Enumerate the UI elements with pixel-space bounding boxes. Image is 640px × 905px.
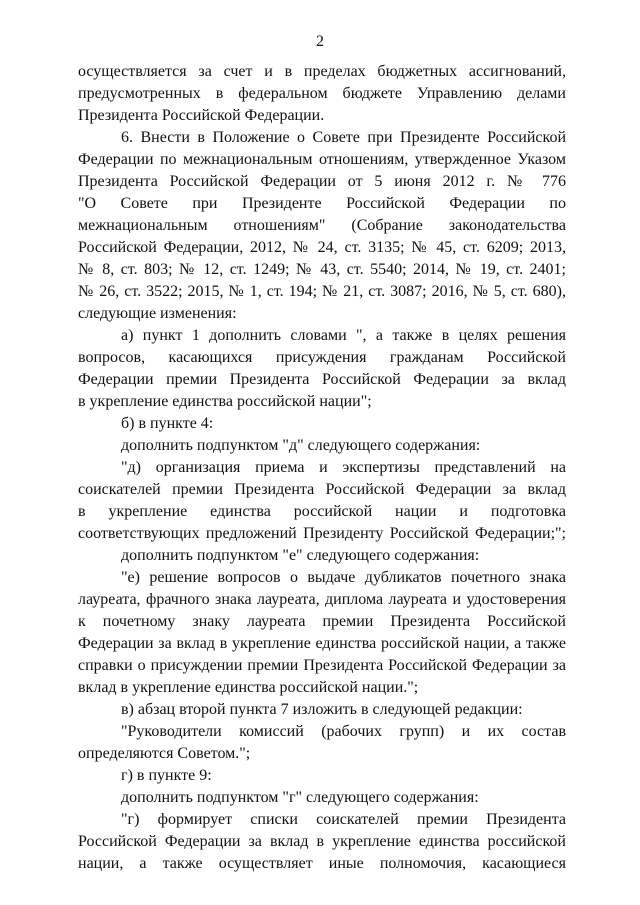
text-line: Российской Федерации, 2012, № 24, ст. 3135; № 45, ст. 6209; 2013, <box>78 239 566 256</box>
text-line: следующие изменения: <box>78 305 237 322</box>
text-line: дополнить подпунктом "е" следующего содержания: <box>121 547 480 564</box>
text-line: в) абзац второй пункта 7 изложить в следующей редакции: <box>121 701 523 718</box>
text-line: Федерации за вклад в укрепление единства российской нации, а также <box>78 635 566 652</box>
text-line: "е) решение вопросов о выдаче дубликатов почетного знака <box>121 569 566 586</box>
text-line: Федерации по межнациональным отношениям, утвержденное Указом <box>78 151 566 168</box>
page-number: 2 <box>316 33 324 50</box>
text-line: "Руководители комиссий (рабочих групп) и их состав <box>121 723 566 740</box>
text-line: предусмотренных в федеральном бюджете Управлению делами <box>78 85 566 102</box>
text-line: лауреата, фрачного знака лауреата, диплома лауреата и удостоверения <box>78 591 566 608</box>
text-line: "г) формирует списки соискателей премии Президента <box>121 811 566 828</box>
text-line: № 26, ст. 3522; 2015, № 1, ст. 194; № 21, ст. 3087; 2016, № 5, ст. 680), <box>78 283 566 300</box>
text-line: осуществляется за счет и в пределах бюджетных ассигнований, <box>78 63 566 80</box>
text-line: дополнить подпунктом "д" следующего содержания: <box>121 437 481 454</box>
text-line: "О Совете при Президенте Российской Федерации по <box>78 195 566 212</box>
text-line: в укрепление единства российской нации и подготовка <box>78 503 566 520</box>
text-line: нации, а также осуществляет иные полномочия, касающиеся <box>78 855 566 872</box>
text-line: Президента Российской Федерации от 5 июня 2012 г. № 776 <box>78 173 566 190</box>
text-line: б) в пункте 4: <box>121 415 214 432</box>
text-line: вопросов, касающихся присуждения гражданам Российской <box>78 349 566 366</box>
text-line: соответствующих предложений Президенту Российской Федерации;"; <box>78 525 566 542</box>
text-line: справки о присуждении премии Президента Российской Федерации за <box>78 657 566 674</box>
text-line: дополнить подпунктом "г" следующего содержания: <box>121 789 479 806</box>
text-line: межнациональным отношениям" (Собрание законодательства <box>78 217 566 234</box>
text-line: вклад в укрепление единства российской нации."; <box>78 679 419 696</box>
text-line: а) пункт 1 дополнить словами ", а также в целях решения <box>121 327 566 344</box>
text-line: определяются Советом."; <box>78 745 251 762</box>
text-line: г) в пункте 9: <box>121 767 212 784</box>
text-line: Президента Российской Федерации. <box>78 107 325 124</box>
text-line: в укрепление единства российской нации"; <box>78 393 372 410</box>
text-line: Российской Федерации за вклад в укрепление единства российской <box>78 833 566 850</box>
text-line: 6. Внести в Положение о Совете при Президенте Российской <box>121 129 566 146</box>
text-line: № 8, ст. 803; № 12, ст. 1249; № 43, ст. 5540; 2014, № 19, ст. 2401; <box>78 261 566 278</box>
text-line: соискателей премии Президента Российской Федерации за вклад <box>78 481 566 498</box>
text-line: к почетному знаку лауреата премии Президента Российской <box>78 613 566 630</box>
text-line: Федерации премии Президента Российской Федерации за вклад <box>78 371 566 388</box>
text-line: "д) организация приема и экспертизы представлений на <box>121 459 566 476</box>
